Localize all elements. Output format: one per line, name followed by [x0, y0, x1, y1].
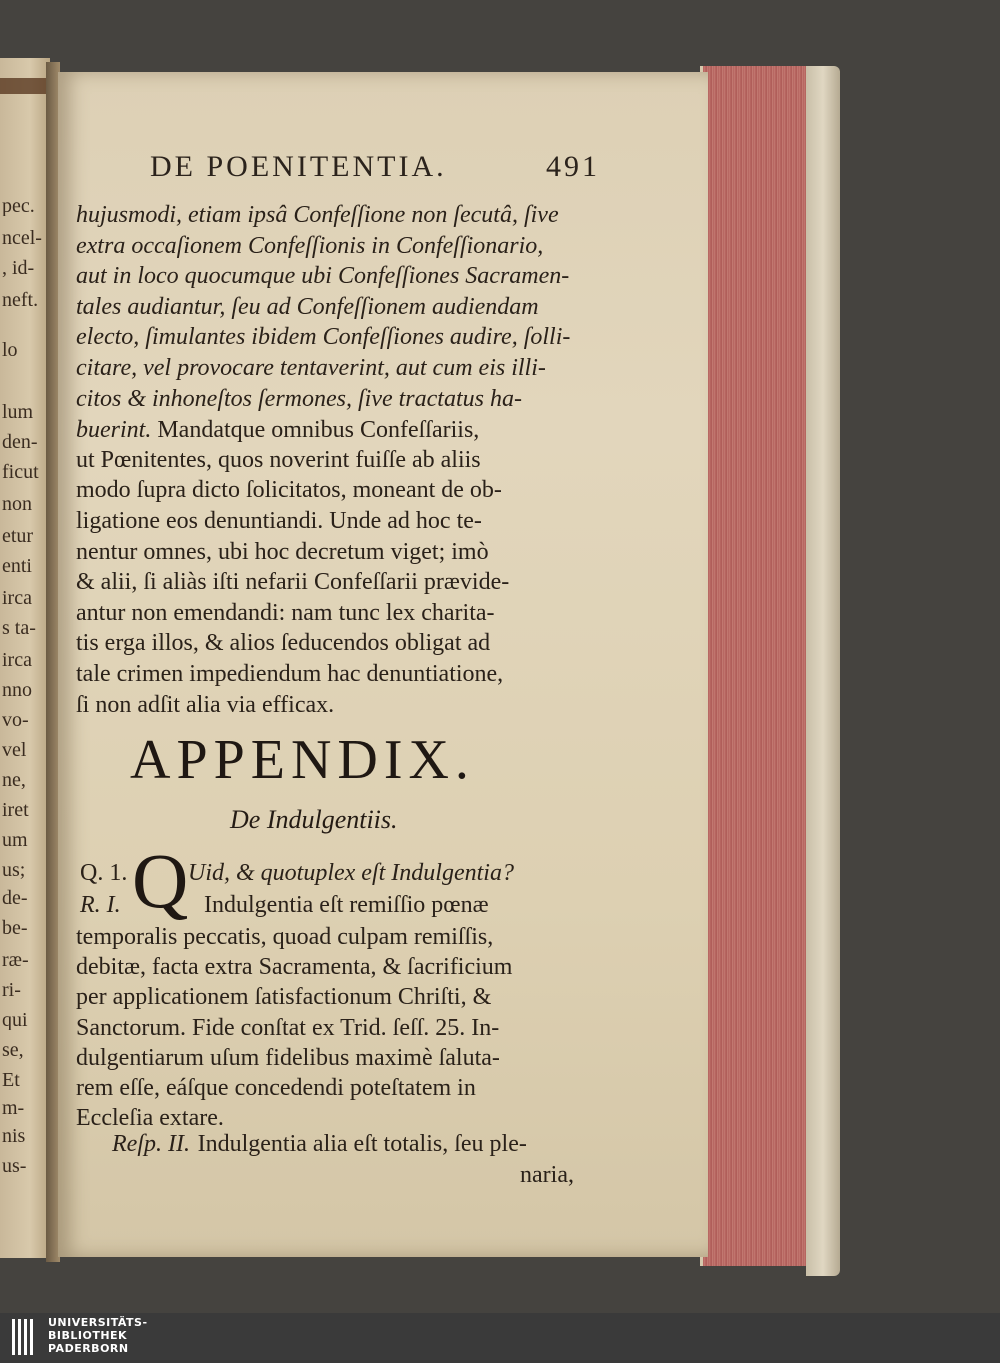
left-page-fragment: vo- [2, 710, 29, 730]
left-page-fragment: s ta- [2, 618, 36, 638]
answer-line: rem eſſe, eáſque concedendi poteſtatem in [76, 1075, 476, 1101]
answer-label: R. I. [80, 892, 121, 918]
body-line: nentur omnes, ubi hoc decretum viget; imò [76, 539, 489, 565]
body-line: & alii, ſi aliàs iſti nefarii Confeſſarii prævide- [76, 569, 510, 595]
left-page-fragment: irca [2, 588, 32, 608]
left-page-fragment: vel [2, 740, 27, 760]
left-page-fragment: ræ- [2, 950, 29, 970]
left-page-fragment: irca [2, 650, 32, 670]
body-line: modo ſupra dicto ſolicitatos, moneant de ob- [76, 477, 502, 503]
left-page-fragment: se, [2, 1040, 24, 1060]
appendix-subheading: De Indulgentiis. [230, 805, 398, 834]
left-page-fragment: enti [2, 556, 32, 576]
library-name-line: UNIVERSITÄTS- [48, 1316, 148, 1329]
body-line: extra occaſionem Confeſſionis in Confeſſionario, [76, 233, 544, 259]
library-name-line: BIBLIOTHEK [48, 1329, 128, 1342]
body-line: ſi non adſit alia via efficax. [76, 692, 335, 718]
body-line: ligatione eos denuntiandi. Unde ad hoc te- [76, 508, 482, 534]
appendix-heading: APPENDIX. [130, 729, 475, 791]
left-page-fragment: pec. [2, 196, 35, 216]
left-page-fragment: um [2, 830, 28, 850]
left-page-fragment: iret [2, 800, 29, 820]
body-line: aut in loco quocumque ubi Confeſſiones Sacramen- [76, 263, 570, 289]
left-page-fragment: neft. [2, 290, 39, 310]
left-page-fragment: nno [2, 680, 32, 700]
left-page-fragment: de- [2, 888, 28, 908]
body-line: hujusmodi, etiam ipsâ Confeſſione non ſecutâ, ſive [76, 202, 559, 228]
left-page-fragment: us- [2, 1156, 27, 1176]
answer-line: dulgentiarum uſum fidelibus maximè ſaluta- [76, 1045, 500, 1071]
running-head [150, 150, 600, 190]
body-line: antur non emendandi: nam tunc lex charita- [76, 600, 495, 626]
left-page-fragment: etur [2, 526, 34, 546]
library-name-line: PADERBORN [48, 1342, 129, 1355]
body-line: citos & inhoneſtos ſermones, ſive tractatus ha- [76, 386, 522, 412]
answer-line: Eccleſia extare. [76, 1105, 224, 1131]
red-page-edges [700, 66, 820, 1266]
left-page-fragment: ficut [2, 462, 39, 482]
page-number: 491 [546, 150, 600, 183]
body-line-roman-part: Mandatque omnibus Confeſſariis, [151, 417, 480, 443]
left-page-fragment: lo [2, 340, 18, 360]
answer-line: debitæ, facta extra Sacramenta, & ſacrificium [76, 954, 513, 980]
left-page-fragment: lum [2, 402, 34, 422]
body-line [76, 412, 596, 446]
left-page-fragment: be- [2, 918, 28, 938]
catchword: naria, [520, 1162, 574, 1188]
book-cover-edge [806, 66, 840, 1276]
left-page-fragment: ne, [2, 770, 26, 790]
body-line: tis erga illos, & alios ſeducendos obligat ad [76, 630, 491, 656]
left-page-fragment: ncel- [2, 228, 42, 248]
question-text: Uid, & quotuplex eſt Indulgentia? [188, 860, 514, 886]
answer-line: temporalis peccatis, quoad culpam remiſſis, [76, 924, 494, 950]
body-line: tales audiantur, ſeu ad Confeſſionem audiendam [76, 294, 539, 320]
left-page-fragment: us; [2, 860, 26, 880]
left-page-fragment: den- [2, 432, 38, 452]
body-line: electo, ſimulantes ibidem Confeſſiones audire, ſolli- [76, 324, 571, 350]
body-line: tale crimen impediendum hac denuntiatione, [76, 661, 504, 687]
question-label: Q. 1. [80, 860, 128, 886]
left-page-fragment: Et [2, 1070, 20, 1090]
answer-line: per applicationem ſatisfactionum Chriſti, & [76, 984, 492, 1010]
left-page-fragment: qui [2, 1010, 28, 1030]
answer-first-line: Indulgentia eſt remiſſio pœnæ [204, 892, 489, 918]
left-page-fragment: non [2, 494, 32, 514]
library-logo-icon [10, 1317, 38, 1357]
left-page-fragment: ri- [2, 980, 21, 1000]
drop-cap: Q [132, 837, 189, 924]
left-page-fragment: , id- [2, 258, 35, 278]
left-page-fragment: nis [2, 1126, 26, 1146]
body-line: ut Pœnitentes, quos noverint fuiſſe ab aliis [76, 447, 481, 473]
response-label: Reſp. II. [112, 1131, 190, 1157]
left-page-fragment: m- [2, 1098, 25, 1118]
running-title: DE POENITENTIA. [150, 150, 447, 183]
library-name [48, 1316, 188, 1355]
body-line: citare, vel provocare tentaverint, aut cum eis illi- [76, 355, 546, 381]
answer-line: Sanctorum. Fide conſtat ex Trid. ſeſſ. 25. In- [76, 1015, 500, 1041]
response-text: Indulgentia alia eſt totalis, ſeu ple- [197, 1131, 527, 1157]
body-line-italic-part: buerint. [76, 417, 152, 443]
response-line [112, 1126, 592, 1160]
